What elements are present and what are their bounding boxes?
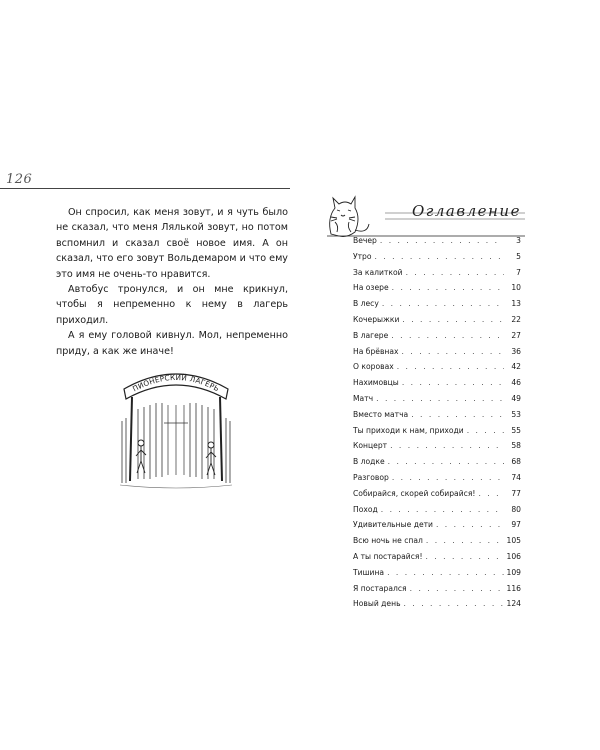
toc-entry-title: Вечер	[353, 236, 377, 245]
toc-leader-dots	[411, 410, 504, 419]
toc-entry-page: 80	[511, 504, 521, 514]
toc-entry-title: Удивительные дети	[353, 520, 433, 530]
toc-entry	[353, 599, 521, 615]
toc-entry-page: 116	[506, 583, 521, 593]
toc-entry	[353, 410, 521, 426]
toc-entry-page: 3	[516, 236, 521, 245]
toc-entry	[353, 347, 521, 363]
toc-entry-title: Разговор	[353, 472, 389, 482]
toc-entry-title: Кочерыжки	[353, 314, 400, 324]
toc-entry	[353, 457, 521, 473]
toc-entry	[353, 505, 521, 521]
toc-leader-dots	[376, 394, 504, 403]
toc-title: Оглавление	[412, 202, 521, 220]
toc-entry-title: Утро	[353, 251, 372, 261]
header-rule	[0, 188, 290, 189]
toc-entry-title: Собирайся, скорей собирайся!	[353, 488, 476, 498]
toc-entry-title: На брёвнах	[353, 346, 399, 356]
toc-leader-dots	[380, 236, 504, 245]
toc-entry-page: 74	[511, 472, 521, 482]
story-paragraph: Автобус тронулся, и он мне крикнул, чтобы я непременно к нему в лагерь приходил.	[56, 284, 288, 326]
toc-entry	[353, 283, 521, 299]
toc-entry-page: 109	[506, 567, 521, 577]
toc-entry-title: Я постарался	[353, 583, 407, 593]
toc-entry	[353, 489, 521, 505]
toc-entry	[353, 252, 521, 268]
toc-entry-page: 36	[511, 346, 521, 356]
toc-entry-title: Новый день	[353, 599, 401, 609]
toc-entry-title: В лагере	[353, 330, 389, 340]
toc-entry-title: Ты приходи к нам, приходи	[353, 425, 464, 435]
toc-entry-page: 27	[511, 330, 521, 340]
toc-entry-page: 46	[511, 378, 521, 388]
toc-leader-dots	[402, 347, 504, 356]
toc-entry-title: Нахимовцы	[353, 378, 399, 388]
camp-gate-illustration	[118, 363, 234, 493]
toc-entry-page: 10	[511, 283, 521, 293]
toc-entry	[353, 584, 521, 600]
toc-leader-dots	[402, 378, 504, 387]
toc-entry-title: Поход	[353, 504, 378, 514]
toc-leader-dots	[467, 426, 504, 435]
toc-entry-title: За калиткой	[353, 267, 403, 277]
toc-leader-dots	[390, 441, 504, 450]
story-paragraph: А я ему головой кивнул. Мол, непременно приду, а как же иначе!	[56, 330, 288, 357]
toc-entry-page: 77	[511, 488, 521, 498]
toc-entry	[353, 331, 521, 347]
toc-entry-title: А ты постарайся!	[353, 551, 423, 561]
toc-entry	[353, 441, 521, 457]
toc-leader-dots	[402, 315, 504, 324]
toc-entry	[353, 473, 521, 489]
story-text	[56, 205, 288, 359]
story-paragraph: Он спросил, как меня зовут, и я чуть было не сказал, что меня Лялькой зовут, но потом вспомнил и сказал своё новое имя. А он сказал, что его зовут Вольдемаром и что ему это имя не очень-то нравится.	[56, 207, 288, 280]
toc-entry	[353, 299, 521, 315]
toc-leader-dots	[382, 299, 504, 308]
toc-entry-page: 22	[511, 314, 521, 324]
camp-sign-text: ПИОНЕРСКИЙ ЛАГЕРЬ	[131, 372, 221, 394]
toc-entry-page: 7	[516, 267, 521, 277]
toc-entry-title: В лодке	[353, 457, 385, 467]
toc-entry-page: 58	[511, 441, 521, 451]
toc-entry	[353, 536, 521, 552]
toc-entry	[353, 378, 521, 394]
toc-entry	[353, 315, 521, 331]
toc-entry-page: 105	[506, 536, 521, 546]
toc-leader-dots	[436, 520, 504, 529]
toc-leader-dots	[426, 552, 504, 561]
toc-entry	[353, 426, 521, 442]
toc-entry	[353, 520, 521, 536]
toc-entry-title: В лесу	[353, 299, 379, 309]
toc-entry-page: 5	[516, 251, 521, 261]
toc-entry-page: 13	[511, 299, 521, 309]
toc-entry	[353, 236, 521, 252]
toc-leader-dots	[426, 536, 504, 545]
toc-entry	[353, 362, 521, 378]
toc-leader-dots	[406, 268, 504, 277]
toc-leader-dots	[397, 362, 504, 371]
page-number: 126	[6, 172, 33, 187]
toc-entry-page: 68	[511, 457, 521, 467]
cat-icon	[330, 197, 369, 237]
toc-entry-page: 124	[506, 599, 521, 609]
toc-entry-title: Всю ночь не спал	[353, 536, 423, 546]
toc-leader-dots	[375, 252, 504, 261]
toc-entry	[353, 268, 521, 284]
toc-entry-title: Матч	[353, 393, 374, 403]
toc-entry-page: 97	[511, 520, 521, 530]
toc-entry-title: Тишина	[353, 567, 385, 577]
toc-entry	[353, 568, 521, 584]
toc-leader-dots	[388, 457, 504, 466]
toc-entry-title: Вместо матча	[353, 409, 409, 419]
toc-entry-page: 55	[511, 425, 521, 435]
toc-entry-page: 106	[506, 551, 521, 561]
toc-leader-dots	[392, 283, 504, 292]
toc-leader-dots	[391, 331, 504, 340]
toc-leader-dots	[381, 505, 504, 514]
toc-entry-page: 49	[511, 393, 521, 403]
toc-entry-title: Концерт	[353, 441, 388, 451]
toc-leader-dots	[410, 584, 504, 593]
toc-leader-dots	[478, 489, 504, 498]
toc-entry-title: О коровах	[353, 362, 394, 372]
toc-entry	[353, 394, 521, 410]
toc-entry-page: 53	[511, 409, 521, 419]
toc-entry-page: 42	[511, 362, 521, 372]
toc-entry-title: На озере	[353, 283, 389, 293]
toc-leader-dots	[387, 568, 503, 577]
toc-entry	[353, 552, 521, 568]
toc-leader-dots	[404, 599, 504, 608]
table-of-contents	[353, 236, 521, 615]
toc-leader-dots	[392, 473, 504, 482]
